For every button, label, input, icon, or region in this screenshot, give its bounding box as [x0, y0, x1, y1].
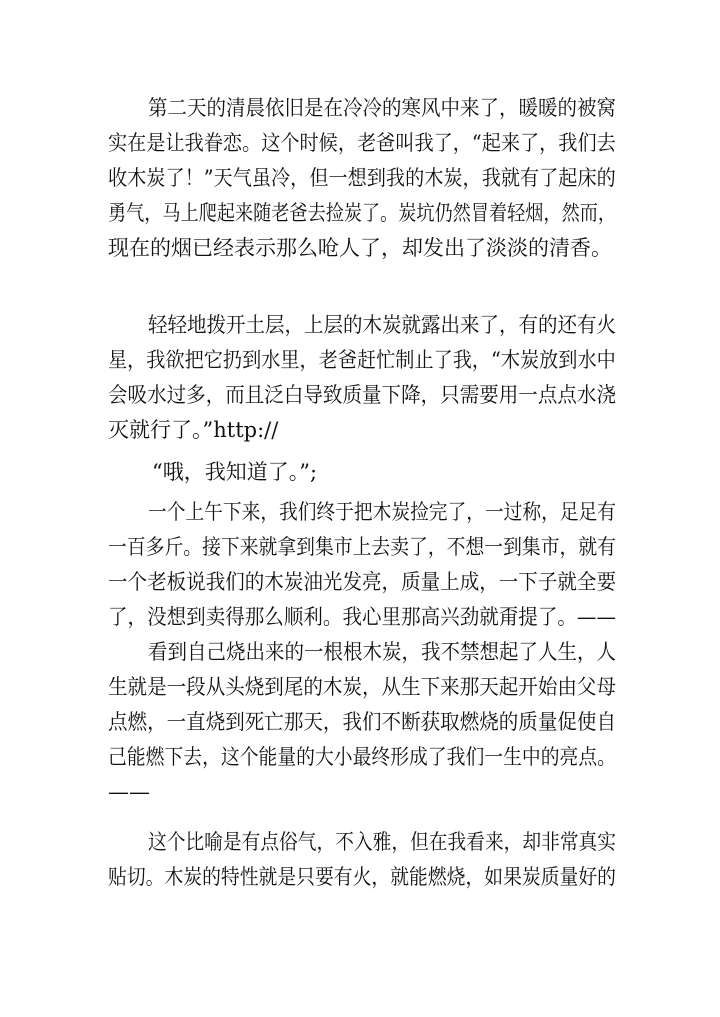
text-line: 己能燃下去，这个能量的大小最终形成了我们一生中的亮点。: [108, 745, 616, 769]
text-line: 看到自己烧出来的一根根木炭，我不禁想起了人生，人: [148, 640, 616, 664]
text-line: 这个比喻是有点俗气，不入雅，但在我看来，却非常真实: [148, 830, 616, 854]
text-line: 星，我欲把它扔到水里，老爸赶忙制止了我，“木炭放到水中: [108, 348, 616, 372]
text-line: 第二天的清晨依旧是在冷冷的寒风中来了，暖暖的被窝: [148, 96, 616, 120]
text-line: 一个老板说我们的木炭油光发亮，质量上成，一下子就全要: [108, 570, 616, 594]
text-line: 灭就行了。”http://: [108, 418, 279, 442]
text-line: 勇气，马上爬起来随老爸去捡炭了。炭坑仍然冒着轻烟，然而，: [108, 201, 616, 225]
text-line: 一个上午下来，我们终于把木炭捡完了，一过称，足足有: [148, 500, 616, 524]
text-line: 轻轻地拨开土层，上层的木炭就露出来了，有的还有火: [148, 313, 616, 337]
text-line: 实在是让我眷恋。这个时候，老爸叫我了，“起来了，我们去: [108, 131, 616, 155]
text-line: 一百多斤。接下来就拿到集市上去卖了，不想一到集市，就有: [108, 535, 616, 559]
text-line: 现在的烟已经表示那么呛人了，却发出了淡淡的清香。: [108, 236, 612, 260]
text-line: 贴切。木炭的特性就是只要有火，就能燃烧，如果炭质量好的: [108, 865, 616, 889]
text-line: 生就是一段从头烧到尾的木炭，从生下来那天起开始由父母: [108, 675, 616, 699]
text-line: “哦，我知道了。”;: [152, 460, 318, 484]
text-line: ——: [108, 780, 150, 804]
text-line: 会吸水过多，而且泛白导致质量下降，只需要用一点点水浇: [108, 383, 616, 407]
text-line: 点燃，一直烧到死亡那天，我们不断获取燃烧的质量促使自: [108, 710, 616, 734]
text-line: 收木炭了！”天气虽冷，但一想到我的木炭，我就有了起床的: [108, 166, 616, 190]
text-line: 了，没想到卖得那么顺利。我心里那高兴劲就甭提了。——: [108, 605, 616, 629]
